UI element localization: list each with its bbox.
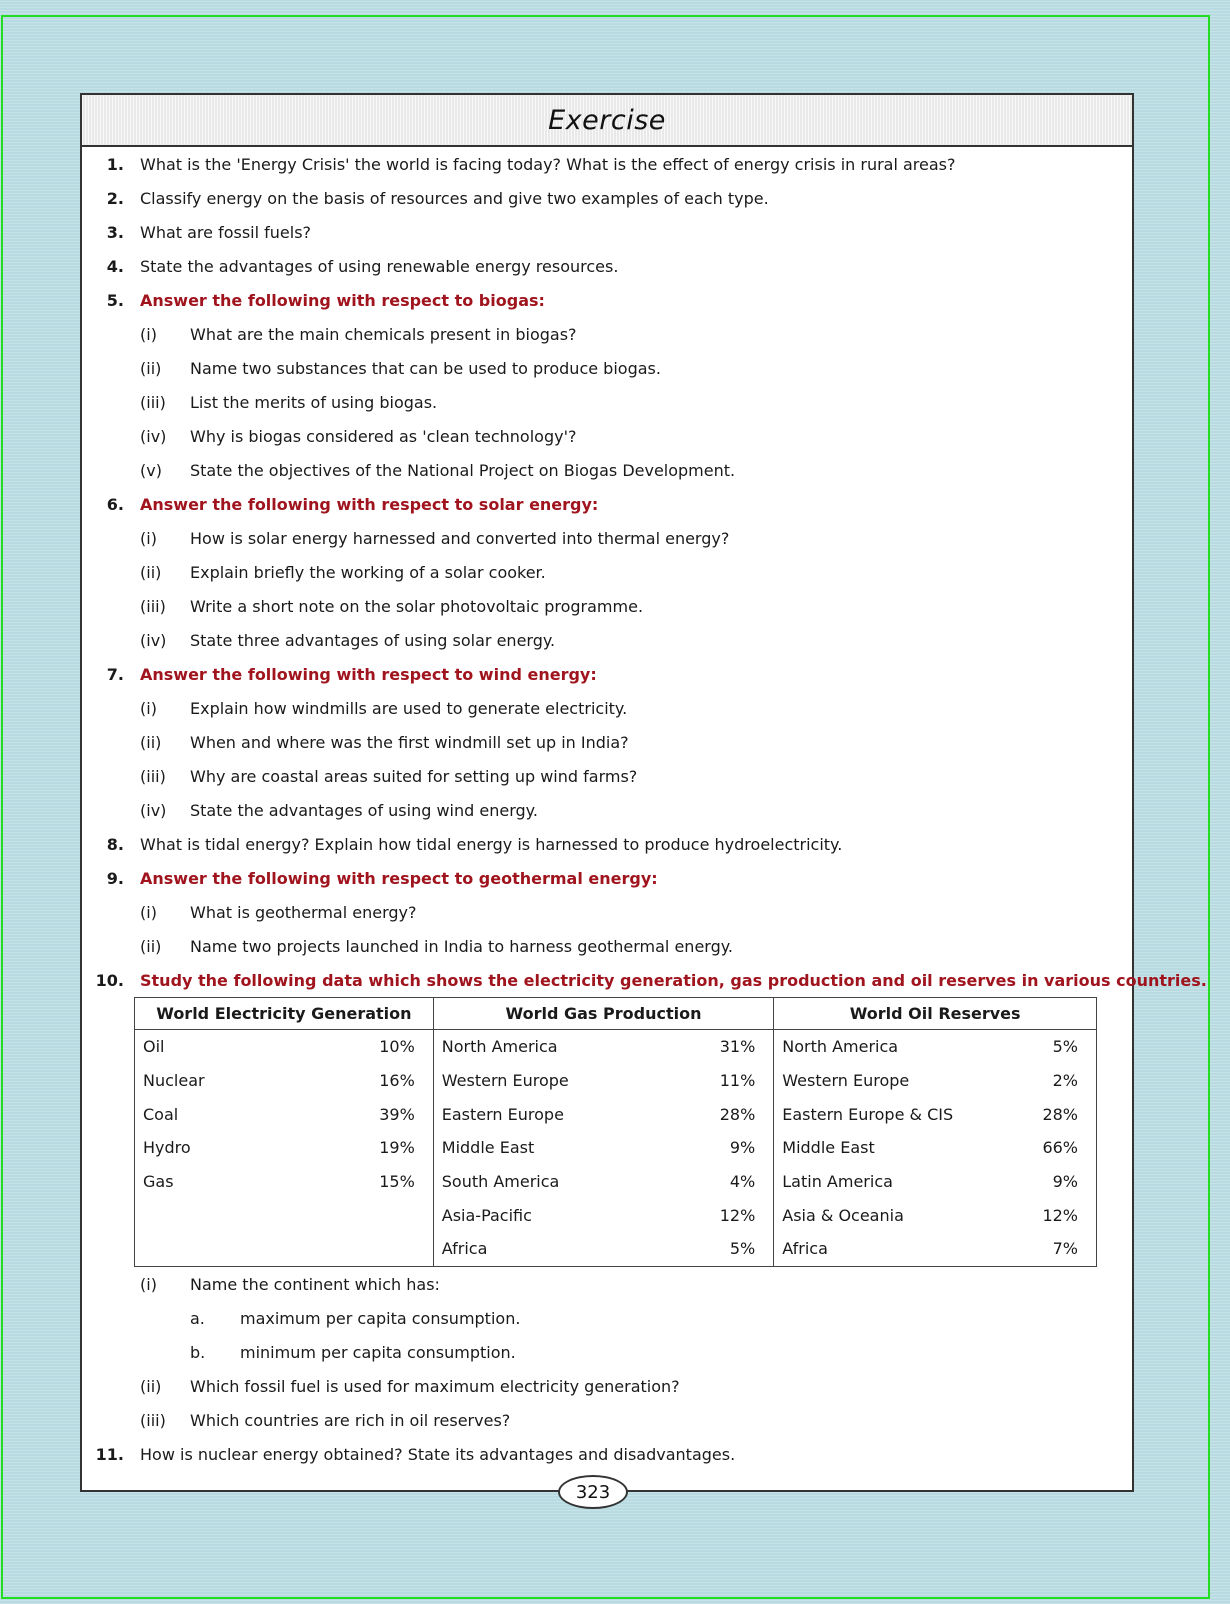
- sub-question-text: What are the main chemicals present in biogas?: [190, 324, 577, 344]
- table-row: [135, 1131, 1097, 1165]
- table-row: [135, 1030, 1097, 1064]
- question-text: Answer the following with respect to solar energy:: [140, 494, 599, 514]
- question-number: 9.: [106, 868, 124, 888]
- sub-question-text: Name two projects launched in India to harness geothermal energy.: [190, 936, 734, 956]
- sub-question-text: Explain how windmills are used to generate electricity.: [190, 698, 628, 718]
- sub-question-number: (iv): [140, 800, 167, 820]
- sub-question-number: (ii): [140, 358, 162, 378]
- sub-question-number: (i): [140, 902, 157, 922]
- gas-value-cell: 11%: [679, 1064, 774, 1098]
- sub-question-text: Explain briefly the working of a solar cooker.: [190, 562, 546, 582]
- sub-question-number: (ii): [140, 1376, 162, 1396]
- sub-question-number: (iii): [140, 392, 166, 412]
- sub-sub-question-letter: a.: [190, 1308, 205, 1328]
- electricity-value-cell: [287, 1232, 433, 1266]
- gas-name-cell: Middle East: [433, 1131, 679, 1165]
- question-number: 1.: [106, 154, 124, 174]
- sub-question-number: (i): [140, 324, 157, 344]
- question-text: Answer the following with respect to wind energy:: [140, 664, 597, 684]
- sub-question-number: (v): [140, 460, 162, 480]
- sub-sub-question-letter: b.: [190, 1342, 206, 1362]
- column-header: World Electricity Generation: [135, 998, 434, 1030]
- electricity-value-cell: 10%: [287, 1030, 433, 1064]
- oil-name-cell: North America: [774, 1030, 1035, 1064]
- question-number: 3.: [106, 222, 124, 242]
- oil-value-cell: 7%: [1034, 1232, 1096, 1266]
- gas-value-cell: 9%: [679, 1131, 774, 1165]
- gas-value-cell: 4%: [679, 1165, 774, 1199]
- electricity-name-cell: Hydro: [135, 1131, 287, 1165]
- column-header: World Oil Reserves: [774, 998, 1097, 1030]
- table-body: [135, 1030, 1097, 1267]
- oil-name-cell: Africa: [774, 1232, 1035, 1266]
- sub-question-number: (ii): [140, 562, 162, 582]
- question-text: What is the 'Energy Crisis' the world is facing today? What is the effect of energy crisis in rural areas?: [140, 154, 956, 174]
- table-row: [135, 1064, 1097, 1098]
- sub-question-text: Name two substances that can be used to produce biogas.: [190, 358, 661, 378]
- sub-question-text: State the advantages of using wind energy.: [190, 800, 538, 820]
- gas-name-cell: Asia-Pacific: [433, 1198, 679, 1232]
- energy-data-table: [134, 997, 1097, 1267]
- page-number: 323: [558, 1475, 628, 1509]
- sub-question-text: Which countries are rich in oil reserves?: [190, 1410, 511, 1430]
- sub-question-number: (i): [140, 528, 157, 548]
- electricity-name-cell: Nuclear: [135, 1064, 287, 1098]
- question-text: What is tidal energy? Explain how tidal energy is harnessed to produce hydroelectricity.: [140, 834, 843, 854]
- sub-question-number: (i): [140, 698, 157, 718]
- question-number: 8.: [106, 834, 124, 854]
- question-text: Study the following data which shows the electricity generation, gas production and oil reserves in various countries.: [140, 970, 1207, 990]
- sub-question-text: State three advantages of using solar energy.: [190, 630, 556, 650]
- question-number: 11.: [95, 1444, 124, 1464]
- sub-question-number: (ii): [140, 732, 162, 752]
- oil-value-cell: 66%: [1034, 1131, 1096, 1165]
- sub-question-number: (iii): [140, 1410, 166, 1430]
- sub-question-number: (iii): [140, 766, 166, 786]
- sub-sub-question-text: minimum per capita consumption.: [240, 1342, 516, 1362]
- sub-question-number: (ii): [140, 936, 162, 956]
- oil-value-cell: 2%: [1034, 1064, 1096, 1098]
- sub-question-number: (iii): [140, 596, 166, 616]
- question-text: Answer the following with respect to geothermal energy:: [140, 868, 658, 888]
- question-text: How is nuclear energy obtained? State its advantages and disadvantages.: [140, 1444, 736, 1464]
- oil-name-cell: Eastern Europe & CIS: [774, 1097, 1035, 1131]
- sub-question-text: State the objectives of the National Project on Biogas Development.: [190, 460, 736, 480]
- sub-question-text: List the merits of using biogas.: [190, 392, 438, 412]
- question-text: Classify energy on the basis of resources and give two examples of each type.: [140, 188, 769, 208]
- oil-name-cell: Latin America: [774, 1165, 1035, 1199]
- gas-name-cell: Western Europe: [433, 1064, 679, 1098]
- gas-name-cell: North America: [433, 1030, 679, 1064]
- oil-name-cell: Asia & Oceania: [774, 1198, 1035, 1232]
- oil-name-cell: Middle East: [774, 1131, 1035, 1165]
- question-text: State the advantages of using renewable energy resources.: [140, 256, 619, 276]
- electricity-name-cell: [135, 1232, 287, 1266]
- exercise-page: [80, 93, 1207, 1492]
- question-number: 7.: [106, 664, 124, 684]
- sub-question-text: Which fossil fuel is used for maximum electricity generation?: [190, 1376, 680, 1396]
- sub-question-number: (iv): [140, 630, 167, 650]
- sub-question-number: (iv): [140, 426, 167, 446]
- sub-question-text: What is geothermal energy?: [190, 902, 417, 922]
- electricity-name-cell: Coal: [135, 1097, 287, 1131]
- sub-question-text: How is solar energy harnessed and converted into thermal energy?: [190, 528, 730, 548]
- gas-name-cell: Eastern Europe: [433, 1097, 679, 1131]
- sub-question-text: Why is biogas considered as 'clean technology'?: [190, 426, 577, 446]
- gas-name-cell: South America: [433, 1165, 679, 1199]
- oil-value-cell: 5%: [1034, 1030, 1096, 1064]
- sub-question-number: (i): [140, 1274, 157, 1294]
- column-header: World Gas Production: [433, 998, 774, 1030]
- sub-question-text: When and where was the first windmill set up in India?: [190, 732, 629, 752]
- oil-value-cell: 9%: [1034, 1165, 1096, 1199]
- question-number: 6.: [106, 494, 124, 514]
- question-number: 5.: [106, 290, 124, 310]
- sub-sub-question-text: maximum per capita consumption.: [240, 1308, 521, 1328]
- electricity-value-cell: 16%: [287, 1064, 433, 1098]
- table-row: [135, 1165, 1097, 1199]
- oil-value-cell: 28%: [1034, 1097, 1096, 1131]
- gas-value-cell: 31%: [679, 1030, 774, 1064]
- sub-question-text: Write a short note on the solar photovoltaic programme.: [190, 596, 644, 616]
- table-row: [135, 1232, 1097, 1266]
- oil-value-cell: 12%: [1034, 1198, 1096, 1232]
- table-header-row: [135, 998, 1097, 1030]
- electricity-value-cell: 15%: [287, 1165, 433, 1199]
- question-text: What are fossil fuels?: [140, 222, 312, 242]
- gas-name-cell: Africa: [433, 1232, 679, 1266]
- electricity-value-cell: 19%: [287, 1131, 433, 1165]
- sub-question-text: Why are coastal areas suited for setting up wind farms?: [190, 766, 638, 786]
- question-number: 4.: [106, 256, 124, 276]
- electricity-name-cell: Gas: [135, 1165, 287, 1199]
- sub-question-text: Name the continent which has:: [190, 1274, 440, 1294]
- table-row: [135, 1198, 1097, 1232]
- question-text: Answer the following with respect to biogas:: [140, 290, 545, 310]
- electricity-name-cell: [135, 1198, 287, 1232]
- gas-value-cell: 5%: [679, 1232, 774, 1266]
- electricity-value-cell: [287, 1198, 433, 1232]
- electricity-value-cell: 39%: [287, 1097, 433, 1131]
- title-bar: [82, 95, 1132, 147]
- oil-name-cell: Western Europe: [774, 1064, 1035, 1098]
- question-number: 2.: [106, 188, 124, 208]
- electricity-name-cell: Oil: [135, 1030, 287, 1064]
- gas-value-cell: 12%: [679, 1198, 774, 1232]
- table-row: [135, 1097, 1097, 1131]
- gas-value-cell: 28%: [679, 1097, 774, 1131]
- page-title: Exercise: [548, 104, 666, 136]
- question-number: 10.: [95, 970, 124, 990]
